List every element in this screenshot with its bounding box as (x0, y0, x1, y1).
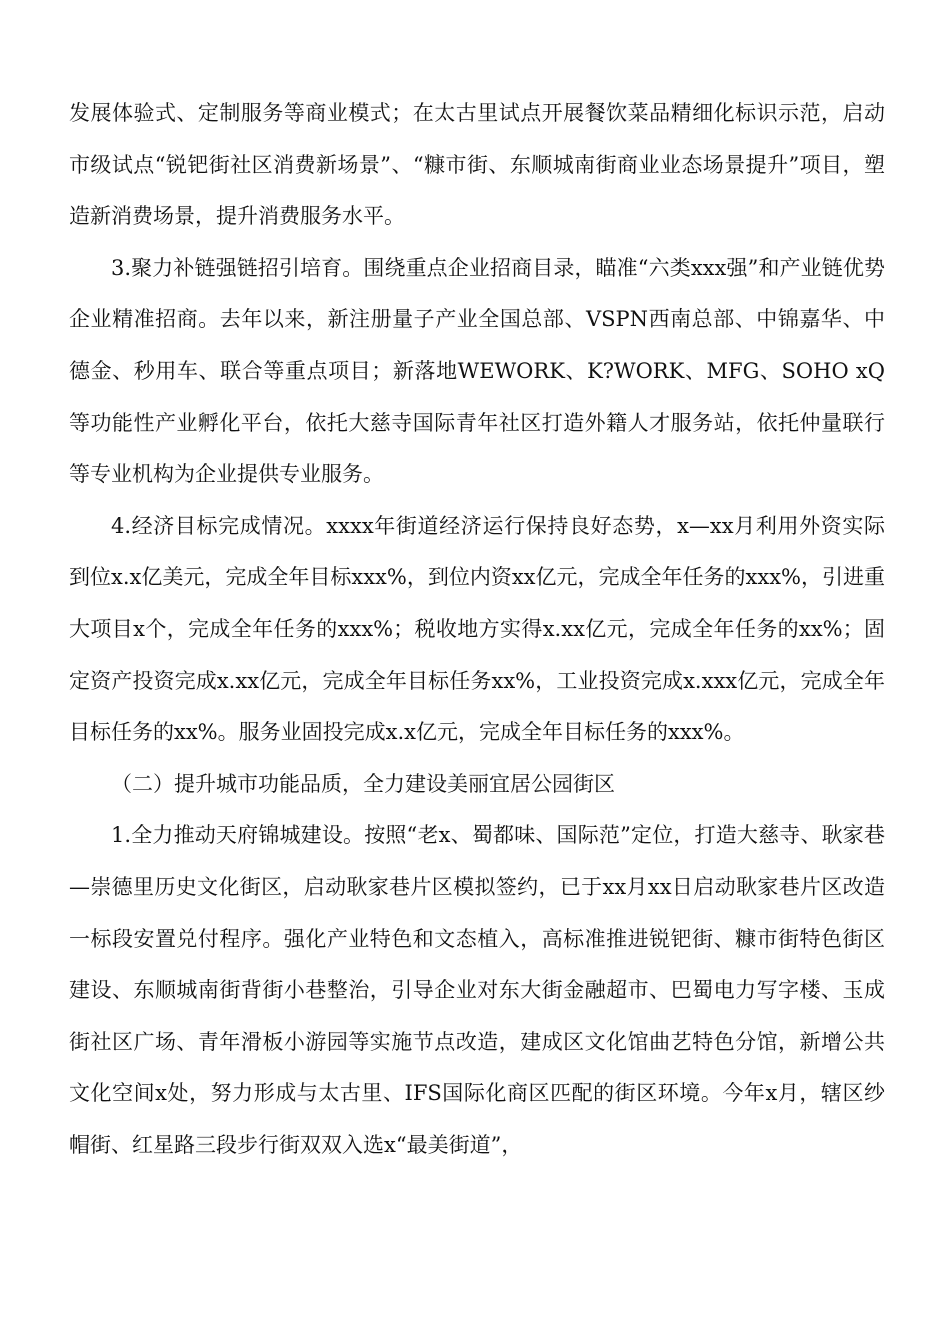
paragraph-item-4-economic-targets: 4.经济目标完成情况。xxxx年街道经济运行保持良好态势，x—xx月利用外资实际到位x.x亿美元，完成全年目标xxx%，到位内资xx亿元，完成全年任务的xxx%，引进重大项目x个，完成全年任务的xxx%；税收地方实得x.xx亿元，完成全年任务的xx%；固定资产投资完成x.xx亿元，完成全年目标任务xx%，工业投资完成x.xxx亿元，完成全年目标任务的xx%。服务业固投完成x.x亿元，完成全年目标任务的xxx%。 (69, 513, 886, 745)
paragraph-item-3-investment: 3.聚力补链强链招引培育。围绕重点企业招商目录，瞄准“六类xxx强”和产业链优势企业精准招商。去年以来，新注册量子产业全国总部、VSPN西南总部、中锦嘉华、中德金、秒用车、联合等重点项目；新落地WEWORK、K?WORK、MFG、SOHO xQ等功能性产业孵化平台，依托大慈寺国际青年社区打造外籍人才服务站，依托仲量联行等专业机构为企业提供专业服务。 (69, 255, 885, 487)
paragraph-consumption-scenes: 发展体验式、定制服务等商业模式；在太古里试点开展餐饮菜品精细化标识示范，启动市级试点“锐钯街社区消费新场景”、“糠市街、东顺城南街商业业态场景提升”项目，塑造新消费场景，提升消费服务水平。 (69, 101, 885, 229)
document-page (69, 88, 885, 1171)
section-heading-2: （二）提升城市功能品质，全力建设美丽宜居公园街区 (111, 771, 615, 796)
paragraph-item-1-tianfu-jincheng: 1.全力推动天府锦城建设。按照“老x、蜀都味、国际范”定位，打造大慈寺、耿家巷—崇德里历史文化街区，启动耿家巷片区模拟签约，已于xx月xx日启动耿家巷片区改造一标段安置兑付程序。强化产业特色和文态植入，高标准推进锐钯街、糠市街特色街区建设、东顺城南街背街小巷整治，引导企业对东大街金融超市、巴蜀电力写字楼、玉成街社区广场、青年滑板小游园等实施节点改造，建成区文化馆曲艺特色分馆，新增公共文化空间x处，努力形成与太古里、IFS国际化商区匹配的街区环境。今年x月，辖区纱帽街、红星路三段步行街双双入选x“最美街道”， (69, 823, 885, 1157)
